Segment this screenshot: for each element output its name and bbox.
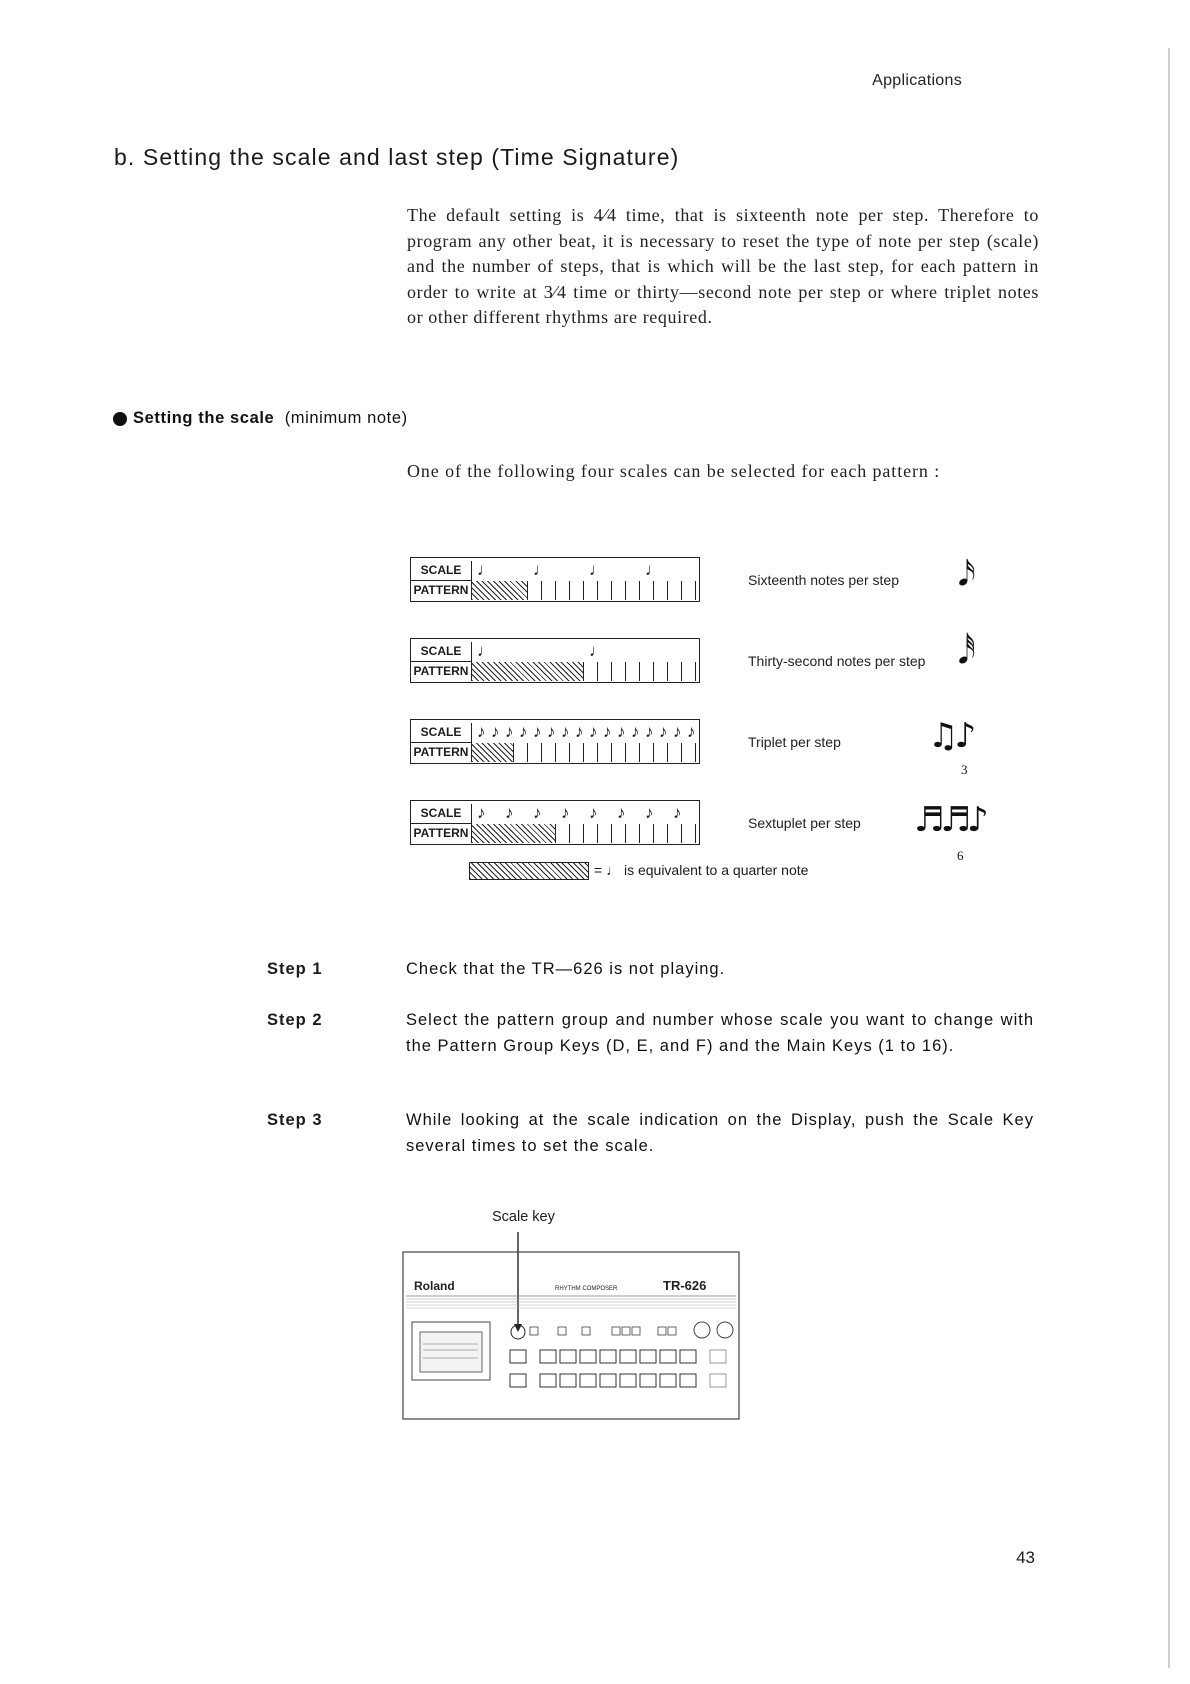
note-glyph: ♪ [589,803,598,822]
note-glyph: ♪ [505,803,514,822]
hatched-steps [472,824,556,843]
pattern-step [598,743,612,762]
note-glyph: ♪ [631,722,640,741]
note-glyph: ♪ [561,803,570,822]
sextuplet-notes-icon: ♬♬♪ [914,800,985,840]
note-glyph: ♪ [477,722,486,741]
pattern-step [612,824,626,843]
scale-label: SCALE [411,723,472,742]
pattern-step [570,581,584,600]
scale-row-box [410,800,700,845]
pattern-step [598,581,612,600]
scale-row [410,557,700,602]
brand-label: Roland [414,1279,455,1293]
scale-label: SCALE [411,804,472,823]
triplet-number: 3 [961,762,968,777]
subheading [113,409,408,428]
scale-label: SCALE [411,561,472,580]
step-3-label: Step 3 [267,1111,323,1129]
pattern-label: PATTERN [411,580,472,600]
note-glyph: ♪ [519,722,528,741]
note-glyph: ♪ [547,722,556,741]
note-glyph: ♩ [589,641,606,660]
scale-notes [473,640,699,662]
pattern-step [668,662,682,681]
pattern-step [626,662,640,681]
scale-notes [473,721,699,743]
scale-description: Thirty-second notes per step [748,653,926,669]
pattern-label: PATTERN [411,661,472,681]
lcd-display [420,1332,482,1372]
bullet-icon [113,412,127,426]
model-label: TR-626 [663,1278,707,1293]
scale-description: Sixteenth notes per step [748,572,899,588]
note-glyph: ♪ [687,722,696,741]
note-glyph: ♪ [673,803,682,822]
sextuplet-number: 6 [957,848,964,863]
note-glyph: ♪ [617,722,626,741]
thirty-second-note-icon: 𝅘𝅥𝅰 [958,632,976,672]
pattern-step [640,824,654,843]
pattern-step [654,743,668,762]
pattern-label: PATTERN [411,823,472,843]
note-glyph: ♪ [645,803,654,822]
pattern-step [654,824,668,843]
section-title: b. Setting the scale and last step (Time Signature) [114,144,680,170]
pattern-step [584,662,598,681]
note-glyph: ♩ [477,641,494,660]
pattern-step [640,743,654,762]
scale-description: Triplet per step [748,734,841,750]
page-edge [1168,48,1170,1668]
note-glyph: ♪ [575,722,584,741]
pattern-step [682,743,696,762]
pattern-step [542,581,556,600]
knob-right [717,1322,733,1338]
pattern-step [570,743,584,762]
pattern-step [598,824,612,843]
note-glyph: ♩ [533,560,550,579]
pattern-step [612,662,626,681]
upper-key-row [510,1350,726,1363]
scale-description: Sextuplet per step [748,815,861,831]
scale-row [410,719,700,764]
note-glyph: ♪ [603,722,612,741]
step-2-text: Select the pattern group and number whose scale you want to change with the Pattern Group Keys (D, E, and F) and the Main Keys (1 to 16). [406,1011,1034,1055]
pattern-step [584,824,598,843]
sixteenth-note-icon: 𝅘𝅥𝅯 [958,554,976,594]
note-glyph: ♪ [659,722,668,741]
note-glyph: ♪ [491,722,500,741]
pattern-step [612,581,626,600]
note-glyph: ♩ [589,560,606,579]
legend-hatch [469,862,589,880]
pattern-step [682,581,696,600]
pattern-step [556,581,570,600]
pattern-step [668,581,682,600]
pattern-step [542,743,556,762]
pattern-step [612,743,626,762]
intro-paragraph: The default setting is 4⁄4 time, that is sixteenth note per step. Therefore to program any other beat, it is necessary to reset the type of note per step (scale) and the number of steps, that is which will be the last step, for each pattern in order to write at 3⁄4 time or thirty—second note per step or where triplet notes or other different rhythms are required. [407,205,1039,328]
pattern-step [654,581,668,600]
note-glyph: ♪ [645,722,654,741]
pattern-step [626,581,640,600]
note-glyph: ♪ [533,803,542,822]
pattern-step [584,743,598,762]
note-glyph: ♪ [561,722,570,741]
pattern-step [626,824,640,843]
scale-row-box [410,557,700,602]
pattern-step [682,824,696,843]
pattern-step [640,581,654,600]
step-2-label: Step 2 [267,1011,323,1029]
pattern-step [514,743,528,762]
scale-row [410,638,700,683]
step-1-label: Step 1 [267,960,323,978]
note-glyph: ♪ [617,803,626,822]
hatched-steps [472,581,528,600]
step-3-text: While looking at the scale indication on the Display, push the Scale Key several times to set the scale. [406,1111,1034,1155]
pattern-step [556,743,570,762]
scale-row [410,800,700,845]
note-glyph: ♪ [533,722,542,741]
pattern-step [668,824,682,843]
note-glyph: ♪ [505,722,514,741]
pattern-step [528,743,542,762]
note-glyph: ♩ [477,560,494,579]
hatched-steps [472,662,584,681]
scale-key-callout: Scale key [492,1209,555,1225]
hatched-steps [472,743,514,762]
triplet-notes-icon: ♫♪ [928,716,973,756]
note-glyph: ♪ [477,803,486,822]
note-glyph: ♩ [645,560,662,579]
pattern-step [528,581,542,600]
subheading-rest: (minimum note) [284,409,408,427]
pattern-step [682,662,696,681]
note-glyph: ♪ [589,722,598,741]
running-header: Applications [872,72,962,89]
pattern-step [598,662,612,681]
step-1-text: Check that the TR—626 is not playing. [406,960,726,978]
scale-notes [473,559,699,581]
pattern-step [654,662,668,681]
pattern-step [668,743,682,762]
subheading-bold: Setting the scale [133,409,275,427]
knob-left [694,1322,710,1338]
pattern-step [556,824,570,843]
pattern-label: PATTERN [411,742,472,762]
scale-label: SCALE [411,642,472,661]
scale-row-box [410,719,700,764]
pattern-step [584,581,598,600]
tr626-panel-figure [400,1232,745,1422]
note-glyph: ♪ [673,722,682,741]
pattern-step [626,743,640,762]
model-prefix: RHYTHM COMPOSER [555,1286,618,1292]
pattern-step [640,662,654,681]
pattern-step [570,824,584,843]
scale-notes [473,802,699,824]
lower-key-row [510,1374,726,1387]
scales-intro: One of the following four scales can be selected for each pattern : [407,461,941,481]
scale-row-box [410,638,700,683]
legend-text: = ♩ is equivalent to a quarter note [594,862,809,878]
page-number: 43 [1016,1548,1035,1567]
